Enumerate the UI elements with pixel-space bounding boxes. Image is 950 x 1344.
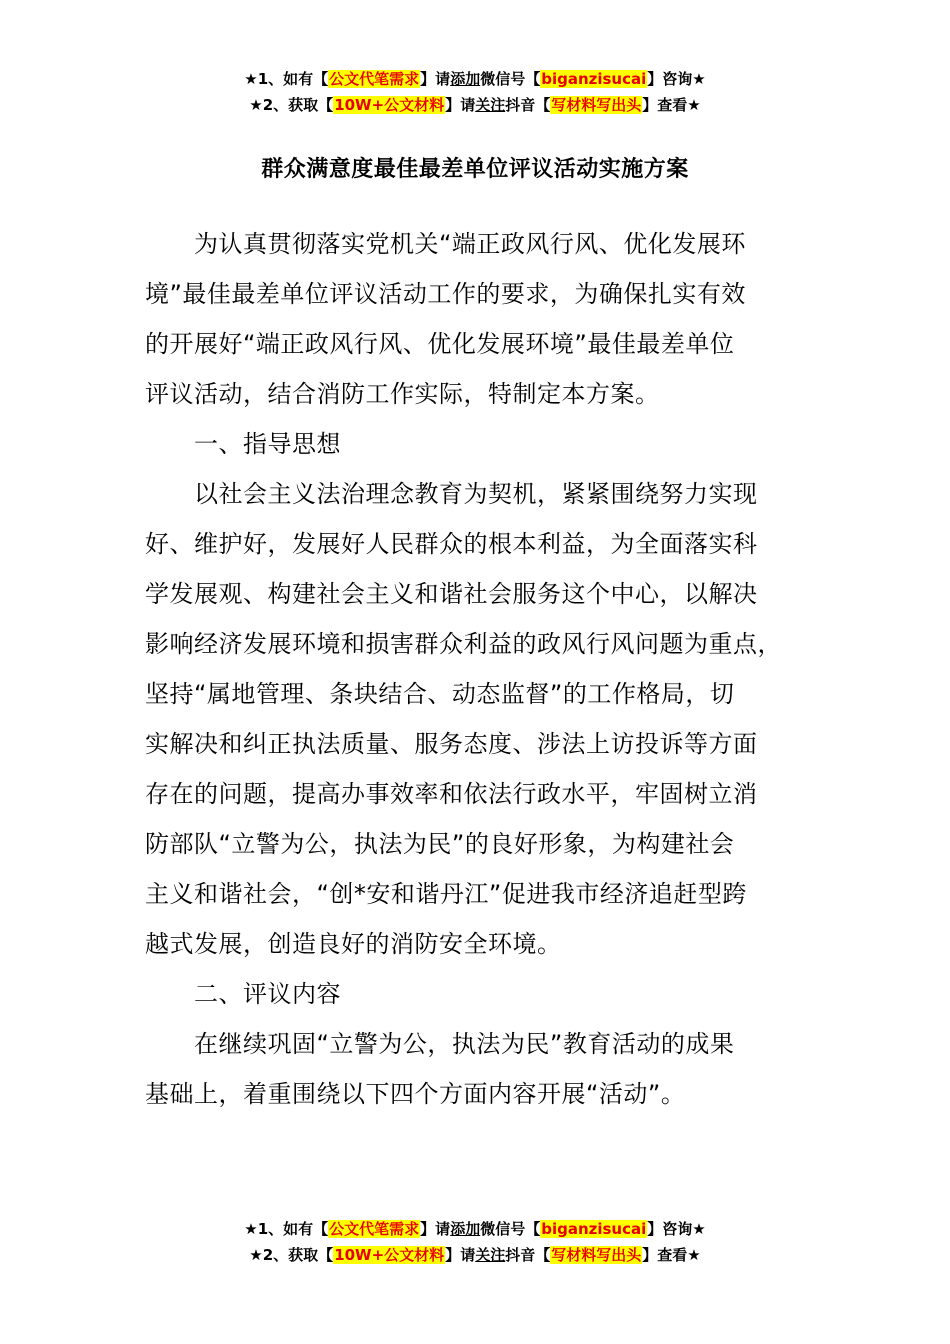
notice-text: 】请 [420,1220,451,1238]
highlight-wechat-id: biganzisucai [541,1220,647,1238]
section-heading: 一、指导思想 [194,430,341,458]
highlight-wechat-id: biganzisucai [541,70,647,88]
notice-text: 抖音【 [505,96,551,114]
highlight-service: 公文代笔需求 [329,70,420,88]
highlight-douyin-account: 写材料写出头 [551,96,642,114]
notice-text: 】查看★ [642,96,701,114]
notice-text: 微信号【 [480,70,541,88]
notice-text: 添加 [450,70,481,88]
notice-text: ★2、获取【 [249,96,334,114]
body-line: 以社会主义法治理念教育为契机，紧紧围绕努力实现 [194,480,758,508]
body-line: 存在的问题，提高办事效率和依法行政水平，牢固树立消 [145,780,758,808]
highlight-materials: 10W+公文材料 [334,96,445,114]
body-line: 基础上，着重围绕以下四个方面内容开展“活动”。 [145,1080,686,1108]
notice-text: 】咨询★ [647,70,706,88]
document-title: 群众满意度最佳最差单位评议活动实施方案 [261,157,689,182]
body-line: 坚持“属地管理、条块结合、动态监督”的工作格局，切 [145,680,735,708]
highlight-douyin-account: 写材料写出头 [551,1246,642,1264]
notice-text: 】请 [445,1246,476,1264]
section-heading: 二、评议内容 [194,980,341,1008]
body-line: 在继续巩固“立警为公，执法为民”教育活动的成果 [194,1030,735,1058]
notice-text: 】请 [420,70,451,88]
notice-text: 】咨询★ [647,1220,706,1238]
notice-line-1 [0,1216,950,1242]
notice-line-1 [0,66,950,92]
notice-text: 添加 [450,1220,481,1238]
body-line: 影响经济发展环境和损害群众利益的政风行风问题为重点， [145,630,782,658]
body-line: 为认真贯彻落实党机关“端正政风行风、优化发展环 [194,230,746,258]
body-line: 评议活动，结合消防工作实际，特制定本方案。 [145,380,660,408]
notice-text: ★2、获取【 [249,1246,334,1264]
notice-line-2 [0,1242,950,1268]
header-notice [0,66,950,118]
notice-text: 抖音【 [505,1246,551,1264]
body-line: 主义和谐社会，“创*安和谐丹江”促进我市经济追赶型跨 [145,880,747,908]
notice-line-2 [0,92,950,118]
body-line: 的开展好“端正政风行风、优化发展环境”最佳最差单位 [145,330,735,358]
body-line: 实解决和纠正执法质量、服务态度、涉法上访投诉等方面 [145,730,758,758]
notice-text: 】查看★ [642,1246,701,1264]
body-line: 学发展观、构建社会主义和谐社会服务这个中心，以解决 [145,580,758,608]
body-line: 好、维护好，发展好人民群众的根本利益，为全面落实科 [145,530,758,558]
body-line: 越式发展，创造良好的消防安全环境。 [145,930,562,958]
notice-text: ★1、如有【 [244,70,329,88]
notice-text: 微信号【 [480,1220,541,1238]
notice-text: 关注 [475,96,506,114]
notice-text: 】请 [445,96,476,114]
footer-notice [0,1216,950,1268]
body-line: 防部队“立警为公，执法为民”的良好形象，为构建社会 [145,830,735,858]
highlight-service: 公文代笔需求 [329,1220,420,1238]
notice-text: 关注 [475,1246,506,1264]
body-line: 境”最佳最差单位评议活动工作的要求，为确保扎实有效 [145,280,746,308]
highlight-materials: 10W+公文材料 [334,1246,445,1264]
notice-text: ★1、如有【 [244,1220,329,1238]
